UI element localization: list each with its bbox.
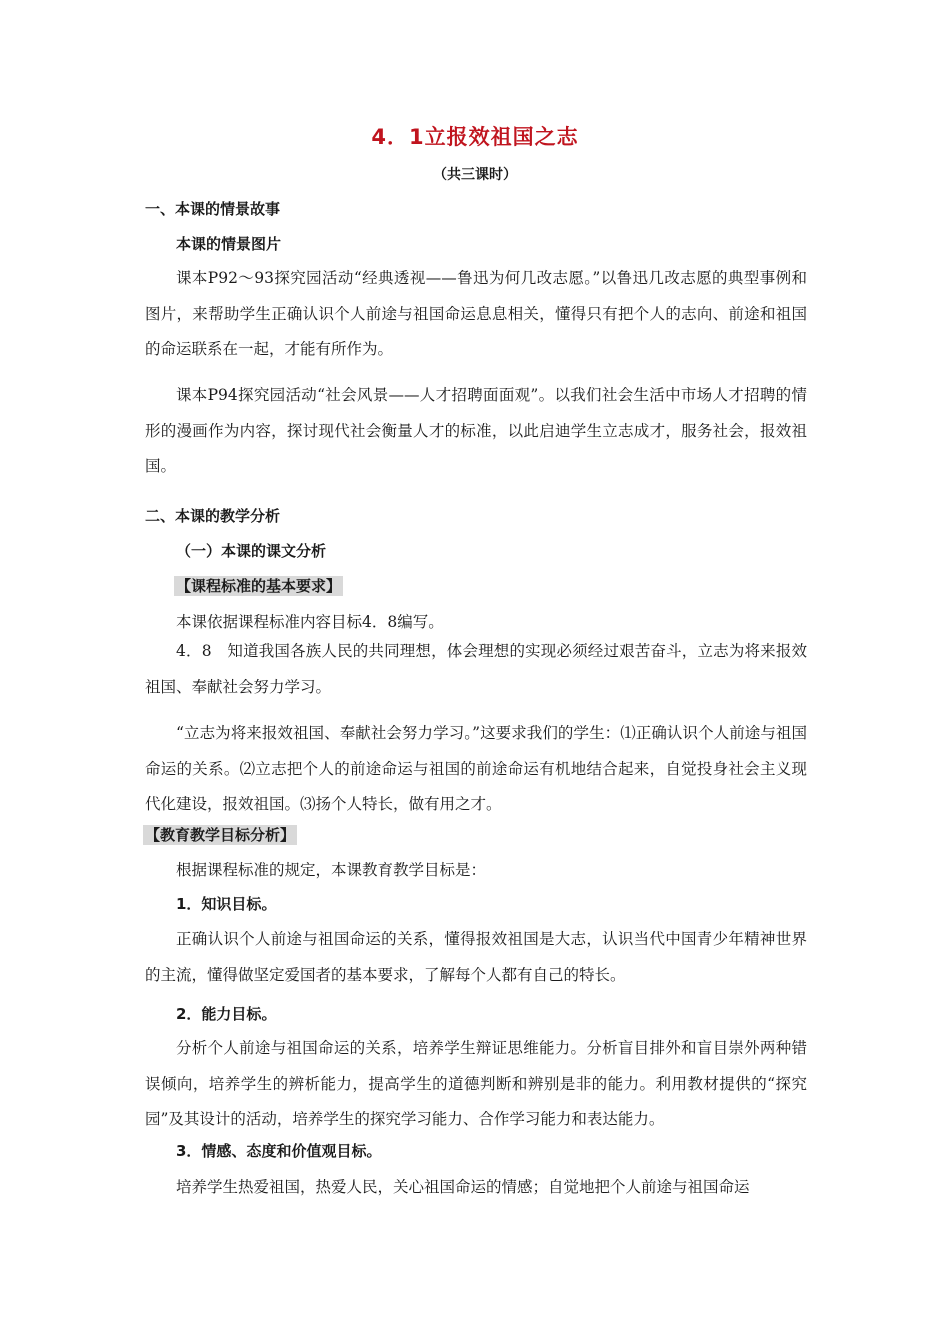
section-2-paragraph-2: 4．8 知道我国各族人民的共同理想，体会理想的实现必须经过艰苦奋斗，立志为将来报效祖国、奉献社会努力学习。 <box>145 642 807 696</box>
section-2-paragraph-4: 根据课程标准的规定，本课教育教学目标是： <box>176 861 487 879</box>
knowledge-goal-heading: 1．知识目标。 <box>176 895 277 913</box>
values-goal-text: 培养学生热爱祖国，热爱人民，关心祖国命运的情感；自觉地把个人前途与祖国命运 <box>176 1178 750 1196</box>
teaching-goals-tag: 【教育教学目标分析】 <box>145 826 296 844</box>
document-subtitle: （共三课时） <box>433 167 517 183</box>
section-1-paragraph-2: 课本P94探究园活动“社会风景——人才招聘面面观”。以我们社会生活中市场人才招聘的情形的漫画作为内容，探讨现代社会衡量人才的标准，以此启迪学生立志成才，服务社会，报效祖国。 <box>145 386 807 475</box>
section-2-paragraph-1: 本课依据课程标准内容目标4．8编写。 <box>176 613 444 631</box>
section-2-heading: 二、本课的教学分析 <box>145 507 281 525</box>
section-1-paragraph-1: 课本P92～93探究园活动“经典透视——鲁迅为何几改志愿。”以鲁迅几改志愿的典型事例和图片，来帮助学生正确认识个人前途与祖国命运息息相关，懂得只有把个人的志向、前途和祖国的命运联系在一起，才能有所作为。 <box>145 269 807 358</box>
section-1-heading: 一、本课的情景故事 <box>145 200 281 218</box>
knowledge-goal-text: 正确认识个人前途与祖国命运的关系，懂得报效祖国是大志，认识当代中国青少年精神世界的主流，懂得做坚定爱国者的基本要求，了解每个人都有自己的特长。 <box>145 930 807 984</box>
section-2-paragraph-3: “立志为将来报效祖国、奉献社会努力学习。”这要求我们的学生：⑴正确认识个人前途与祖国命运的关系。⑵立志把个人的前途命运与祖国的前途命运有机地结合起来，自觉投身社会主义现代化建设，报效祖国。⑶扬个人特长，做有用之才。 <box>145 724 807 813</box>
section-2-subheading: （一）本课的课文分析 <box>176 542 327 560</box>
values-goal-heading: 3．情感、态度和价值观目标。 <box>176 1142 382 1160</box>
ability-goal-heading: 2．能力目标。 <box>176 1005 277 1023</box>
document-title: 4．1立报效祖国之志 <box>371 125 579 149</box>
ability-goal-text: 分析个人前途与祖国命运的关系，培养学生辩证思维能力。分析盲目排外和盲目崇外两种错误倾向，培养学生的辨析能力，提高学生的道德判断和辨别是非的能力。利用教材提供的“探究园”及其设计的活动，培养学生的探究学习能力、合作学习能力和表达能力。 <box>145 1039 807 1128</box>
standard-requirements-tag: 【课程标准的基本要求】 <box>176 577 342 595</box>
section-1-subheading: 本课的情景图片 <box>176 235 282 253</box>
